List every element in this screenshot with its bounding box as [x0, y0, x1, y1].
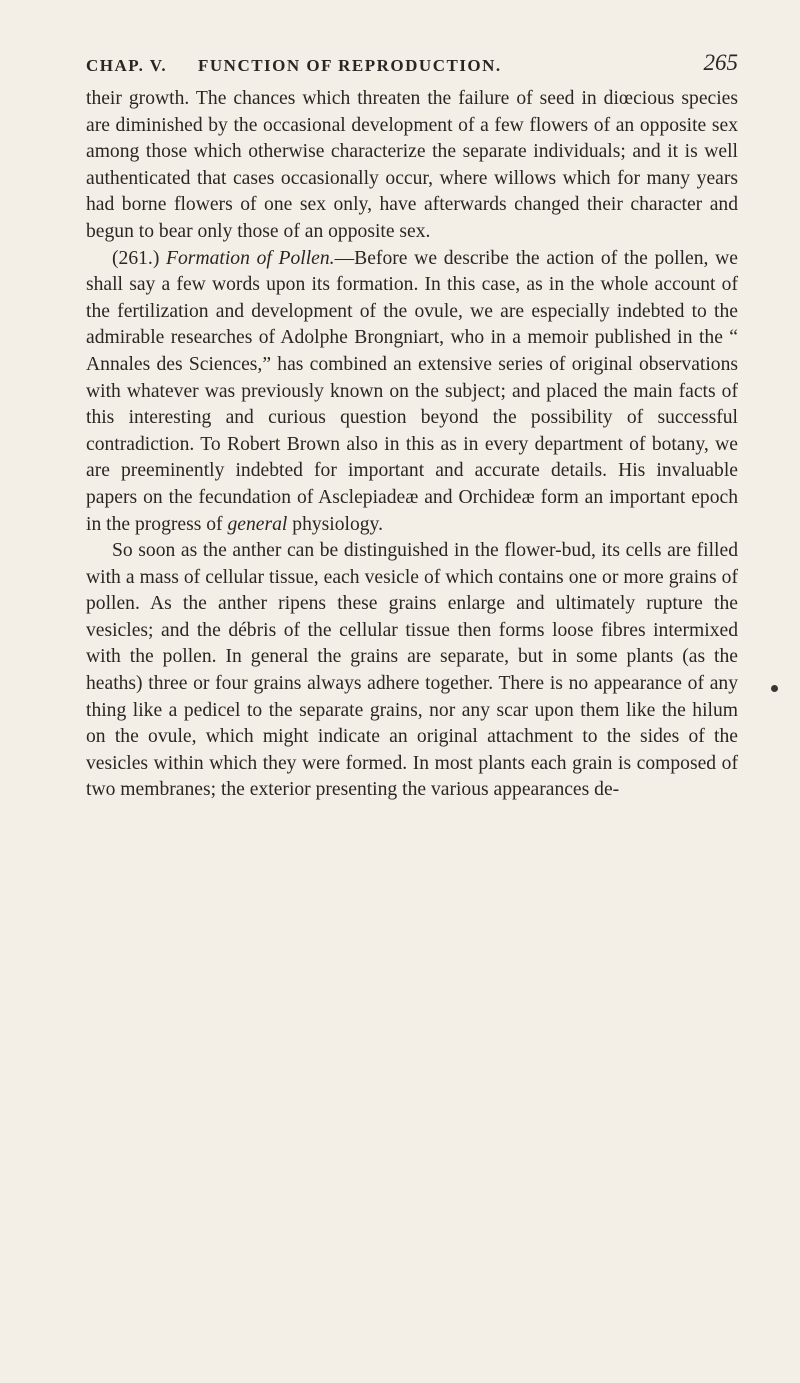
- running-head: [86, 50, 738, 84]
- section-number: (261.): [112, 247, 160, 269]
- paragraph-2-text-b: physiology.: [292, 513, 383, 535]
- paragraph-1: their growth. The chances which threaten the failure of seed in diœcious species are diminished by the occasional development of a few flowers of an opposite sex among those which otherwise characterize the separate individuals; and it is well authenticated that cases occasionally occur, where willows which for many years had borne flowers of one sex only, have afterwards changed their character and begun to bear only those of an opposite sex.: [86, 88, 738, 242]
- paragraph-3: So soon as the anther can be distinguished in the flower-bud, its cells are filled with a mass of cellular tissue, each vesicle of which contains one or more grains of pollen. As the anther ripens these grains enlarge and ultimately rupture the vesicles; and the débris of the cellular tissue then forms loose fibres intermixed with the pollen. In general the grains are separate, but in some plants (as the heaths) three or four grains always adhere together. There is no appearance of any thing like a pedicel to the separate grains, nor any scar upon them like the hilum on the ovule, which might indicate an original attachment to the sides of the vesicles within which they were formed. In most plants each grain is composed of two membranes; the exterior presenting the various appearances de-: [86, 540, 738, 801]
- paragraph-2: [86, 246, 738, 539]
- emphasis-general: general: [227, 513, 288, 535]
- paragraph-2-text-a: —Before we describe the action of the pollen, we shall say a few words upon its formation. In this case, as in the whole account of the fertilization and development of the ovule, we are especially indebted to the admirable researches of Adolphe Brongniart, who in a memoir published in the “ Annales des Sciences,” has combined an extensive series of original observations with whatever was previously known on the subject; and placed the main facts of this interesting and curious question beyond the possibility of successful contradiction. To Robert Brown also in this as in every department of botany, we are preeminently indebted for important and accurate details. His invaluable papers on the fecundation of Asclepiadeæ and Orchideæ form an important epoch in the progress of: [86, 247, 738, 535]
- chapter-label: CHAP. V.: [86, 56, 168, 75]
- body-text: [86, 86, 738, 804]
- page-number: 265: [703, 50, 738, 75]
- margin-ink-dot: [771, 685, 778, 692]
- running-title: FUNCTION OF REPRODUCTION.: [198, 56, 502, 75]
- section-heading: Formation of Pollen.: [166, 247, 335, 269]
